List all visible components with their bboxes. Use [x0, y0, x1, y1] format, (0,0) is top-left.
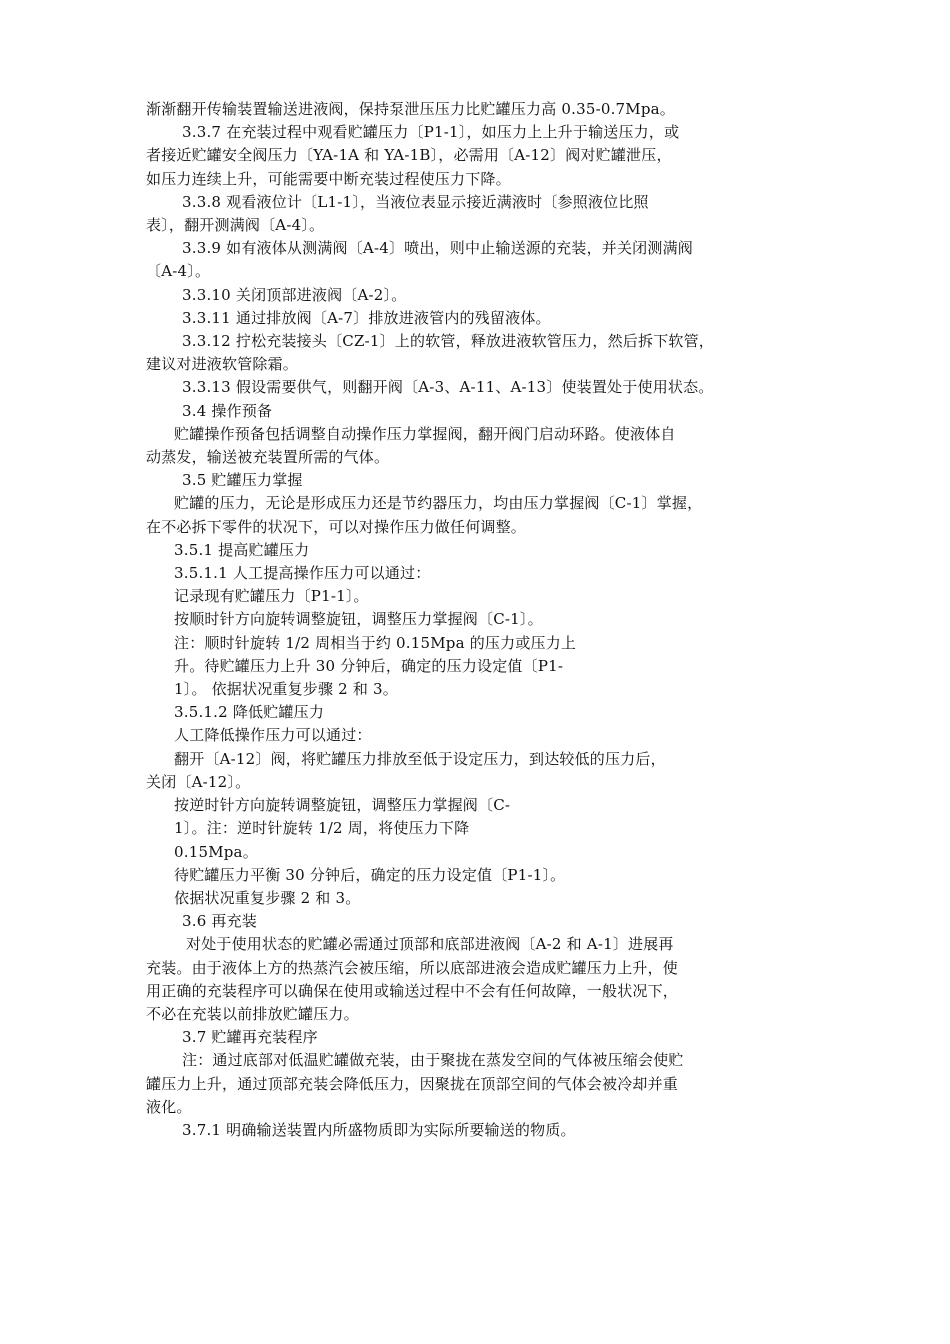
text-line: 3.3.13 假设需要供气，则翻开阀〔A-3、A-11、A-13〕使装置处于使用状态。 — [182, 378, 714, 397]
text-line: 依据状况重复步骤 2 和 3。 — [174, 888, 361, 907]
text-line: 0.15Mpa。 — [174, 842, 258, 861]
text-line: 对处于使用状态的贮罐必需通过顶部和底部进液阀〔A-2 和 A-1〕进展再 — [186, 935, 674, 954]
text-line: 液化。 — [146, 1097, 192, 1116]
text-line: 建议对进液软管除霜。 — [146, 355, 299, 374]
text-line: 记录现有贮罐压力〔P1-1〕。 — [174, 587, 369, 606]
text-line: 如压力连续上升，可能需要中断充装过程使压力下降。 — [146, 169, 511, 188]
text-line: 〔A-4〕。 — [146, 262, 211, 281]
text-line: 注：通过底部对低温贮罐做充装，由于聚拢在蒸发空间的气体被压缩会使贮 — [182, 1051, 684, 1070]
text-line: 翻开〔A-12〕阀，将贮罐压力排放至低于设定压力，到达较低的压力后， — [174, 749, 666, 768]
text-line: 3.3.10 关闭顶部进液阀〔A-2〕。 — [182, 285, 407, 304]
text-line: 表〕，翻开测满阀〔A-4〕。 — [146, 216, 325, 235]
text-line: 3.3.9 如有液体从测满阀〔A-4〕喷出，则中止输送源的充装，并关闭测满阀 — [182, 239, 693, 258]
text-line: 待贮罐压力平衡 30 分钟后，确定的压力设定值〔P1-1〕。 — [174, 865, 566, 884]
text-line: 1〕。 依据状况重复步骤 2 和 3。 — [174, 680, 399, 699]
text-line: 按逆时针方向旋转调整旋钮，调整压力掌握阀〔C- — [174, 796, 511, 815]
text-line: 渐渐翻开传输装置输送进液阀，保持泵泄压压力比贮罐压力高 0.35-0.7Mpa。 — [146, 100, 675, 118]
text-line: 人工降低操作压力可以通过： — [174, 726, 372, 745]
text-line: 3.7.1 明确输送装置内所盛物质即为实际所要输送的物质。 — [182, 1120, 576, 1139]
section-heading: 3.6 再充装 — [182, 912, 258, 931]
text-line: 关闭〔A-12〕。 — [146, 772, 251, 791]
text-line: 1〕。注：逆时针旋转 1/2 周，将使压力下降 — [174, 819, 470, 838]
text-line: 罐压力上升，通过顶部充装会降低压力，因聚拢在顶部空间的气体会被冷却并重 — [146, 1074, 679, 1093]
text-line: 动蒸发，输送被充装置所需的气体。 — [146, 448, 390, 467]
text-line: 不必在充装以前排放贮罐压力。 — [146, 1004, 359, 1023]
text-line: 3.3.11 通过排放阀〔A-7〕排放进液管内的残留液体。 — [182, 308, 551, 327]
section-heading: 3.7 贮罐再充装程序 — [182, 1028, 318, 1047]
section-heading: 3.5 贮罐压力掌握 — [182, 471, 303, 490]
text-line: 者接近贮罐安全阀压力〔YA-1A 和 YA-1B〕，必需用〔A-12〕阀对贮罐泄压， — [146, 146, 672, 165]
text-line: 3.3.12 拧松充装接头〔CZ-1〕上的软管，释放进液软管压力，然后拆下软管， — [182, 332, 714, 351]
text-line: 注：顺时针旋转 1/2 周相当于约 0.15Mpa 的压力或压力上 — [174, 633, 577, 652]
section-heading: 3.5.1.1 人工提高操作压力可以通过： — [174, 564, 431, 583]
section-heading: 3.5.1.2 降低贮罐压力 — [174, 703, 325, 722]
text-line: 3.3.7 在充装过程中观看贮罐压力〔P1-1〕，如压力上上升于输送压力，或 — [182, 123, 680, 142]
text-line: 充装。由于液体上方的热蒸汽会被压缩，所以底部进液会造成贮罐压力上升，使 — [146, 958, 679, 977]
text-line: 贮罐的压力，无论是形成压力还是节约器压力，均由压力掌握阀〔C-1〕掌握， — [174, 494, 703, 513]
text-line: 贮罐操作预备包括调整自动操作压力掌握阀，翻开阀门启动环路。使液体自 — [174, 424, 676, 443]
text-line: 升。待贮罐压力上升 30 分钟后，确定的压力设定值〔P1- — [174, 656, 564, 675]
section-heading: 3.5.1 提高贮罐压力 — [174, 540, 310, 559]
text-line: 按顺时针方向旋转调整旋钮，调整压力掌握阀〔C-1〕。 — [174, 610, 543, 629]
text-line: 在不必拆下零件的状况下，可以对操作压力做任何调整。 — [146, 517, 527, 536]
section-heading: 3.4 操作预备 — [182, 401, 273, 420]
text-line: 用正确的充装程序可以确保在使用或输送过程中不会有任何故障，一般状况下， — [146, 981, 679, 1000]
text-line: 3.3.8 观看液位计〔L1-1〕，当液位表显示接近满液时〔参照液位比照 — [182, 192, 649, 211]
document-body — [146, 98, 816, 1142]
